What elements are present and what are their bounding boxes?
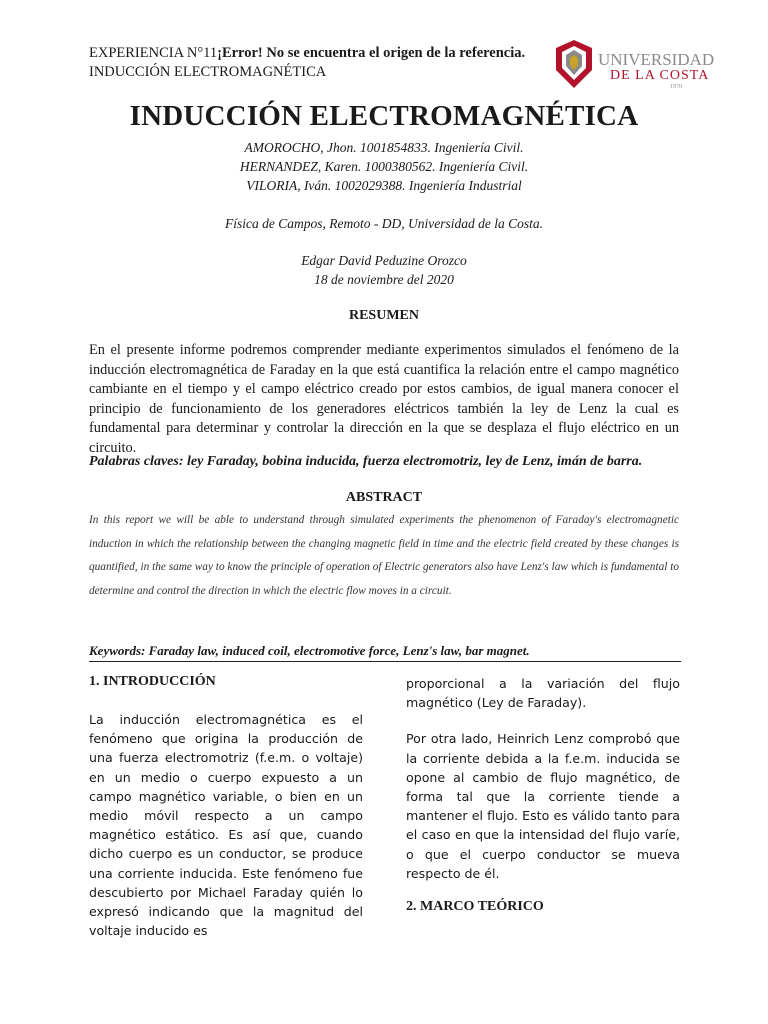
intro-paragraph-1-continued: proporcional a la variación del flujo magnético (Ley de Faraday). (406, 676, 680, 711)
intro-paragraph-2: Por otra lado, Heinrich Lenz comprobó que la corriente debida a la f.e.m. inducida se opone al cambio de flujo magnético, de forma tal que la corriente tiende a mantener el flujo. Esto es válido tanto para el caso en que la intensidad del flujo varíe, o que el cuerpo conductor se mueva respecto de él. (406, 731, 680, 881)
header-experiment-number: EXPERIENCIA N°11 (89, 45, 218, 61)
abstract-heading: ABSTRACT (345, 490, 423, 505)
resumen-body: En el presente informe podremos comprender mediante experimentos simulados el fenómeno de la inducción electromagnética de Faraday en la que está cuantifica la relación entre el campo magnético cambiante en el tiempo y el campo eléctrico creado por estos cambios, de igual manera conocer el principio de funcionamiento de los generadores eléctricos también la ley de Lenz la cual es fundamental para determinar y controlar la dirección en la que se desplaza el flujo eléctrico en un circuito. (89, 342, 679, 456)
teacher-name: Edgar David Peduzine Orozco (301, 253, 467, 268)
section-2-title: 2. MARCO TEÓRICO (406, 899, 544, 914)
header-reference-error: ¡Error! No se encuentra el origen de la referencia. (217, 45, 526, 61)
affiliation: Física de Campos, Remoto - DD, Universidad de la Costa. (225, 216, 543, 231)
palabras-claves: Palabras claves: ley Faraday, bobina inducida, fuerza electromotriz, ley de Lenz, imán de barra. (89, 454, 643, 469)
author-line: AMOROCHO, Jhon. 1001854833. Ingeniería Civil. (244, 140, 524, 155)
document-title: INDUCCIÓN ELECTROMAGNÉTICA (129, 100, 639, 132)
logo-name-text: UNIVERSIDAD (598, 50, 715, 69)
university-logo (552, 38, 715, 94)
university-logo-graphic (552, 38, 715, 94)
document-date: 18 de noviembre del 2020 (314, 272, 454, 287)
header-line-1 (89, 44, 559, 63)
left-column (89, 710, 363, 940)
author-line: HERNANDEZ, Karen. 1000380562. Ingeniería Civil. (239, 159, 529, 174)
author-line: VILORIA, Iván. 1002029388. Ingeniería Industrial (246, 178, 522, 193)
section-divider (89, 661, 681, 662)
running-header (89, 44, 559, 82)
logo-sub-text: DE LA COSTA (610, 68, 710, 83)
header-line-2: INDUCCIÓN ELECTROMAGNÉTICA (89, 64, 327, 80)
resumen-heading: RESUMEN (348, 308, 419, 323)
abstract-body: In this report we will be able to understand through simulated experiments the phenomenon of Faraday's electromagnetic induction in which the relationship between the changing magnetic field in time and the electric field created by these changes is quantified, in the same way to know the principle of operation of Electric generators also have Lenz's law which is fundamental to determine and control the direction in which the electric flow moves in a circuit. (89, 514, 679, 597)
intro-paragraph-1: La inducción electromagnética es el fenómeno que origina la producción de una fuerza electromotriz (f.e.m. o voltaje) en un medio o cuerpo expuesto a un campo magnético variable, o bien en un medio móvil respecto a un campo magnético estático. Es así que, cuando dicho cuerpo es un conductor, se produce una corriente inducida. Este fenómeno fue descubierto por Michael Faraday quién lo expresó indicando que la magnitud del voltaje inducido es (89, 712, 363, 939)
logo-year-text: 1970 (670, 84, 682, 90)
right-column (406, 674, 680, 883)
section-1-title: 1. INTRODUCCIÓN (89, 674, 216, 689)
keywords: Keywords: Faraday law, induced coil, electromotive force, Lenz's law, bar magnet. (89, 643, 530, 658)
